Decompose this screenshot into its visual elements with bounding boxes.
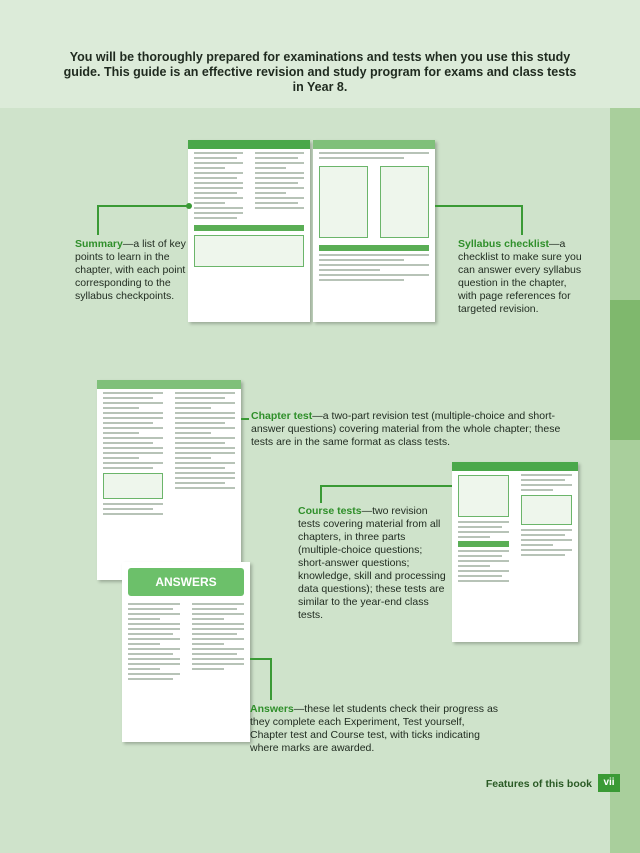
answers-callout bbox=[250, 703, 500, 755]
syllabus-desc: —a checklist to make sure you can answer every syllabus question in the chapter, with page references for targeted revision. bbox=[458, 238, 582, 315]
course-tests-connector-h bbox=[320, 485, 452, 487]
course-tests-desc: —two revision tests covering material from all chapters, in three parts (multiple-choice questions; short-answer questions; knowledge, skill and processing data questions); these tests are similar to the year-end class tests. bbox=[298, 505, 446, 621]
summary-callout bbox=[75, 238, 190, 303]
answers-thumbnail bbox=[122, 562, 250, 742]
course-tests-connector-v bbox=[320, 485, 322, 503]
course-tests-term: Course tests bbox=[298, 505, 362, 517]
syllabus-callout bbox=[458, 238, 588, 316]
syllabus-page-thumbnail bbox=[313, 140, 435, 322]
summary-connector-h bbox=[97, 205, 189, 207]
chapter-test-thumbnail bbox=[97, 380, 241, 580]
syllabus-term: Syllabus checklist bbox=[458, 238, 550, 250]
summary-connector-dot bbox=[186, 203, 192, 209]
chapter-test-header-bar bbox=[97, 380, 241, 389]
course-test-header-bar bbox=[452, 462, 578, 471]
summary-connector-v bbox=[97, 205, 99, 235]
syllabus-connector-h bbox=[435, 205, 523, 207]
summary-term: Summary bbox=[75, 238, 123, 250]
answers-badge: ANSWERS bbox=[128, 568, 244, 596]
answers-connector-h bbox=[250, 658, 272, 660]
intro-text: You will be thoroughly prepared for examinations and tests when you use this study guide. This guide is an effective revision and study program for exams and class tests in Year 8. bbox=[63, 50, 577, 94]
answers-term: Answers bbox=[250, 703, 294, 715]
answers-desc: —these let students check their progress as they complete each Experiment, Test yourself, Chapter test and Course test, with ticks indicating where marks are awarded. bbox=[250, 703, 499, 754]
course-test-thumbnail bbox=[452, 462, 578, 642]
syllabus-header-bar bbox=[313, 140, 435, 149]
answers-connector-v bbox=[270, 658, 272, 700]
right-edge-strip bbox=[610, 108, 640, 853]
summary-desc: —a list of key points to learn in the chapter, with each point corresponding to the syllabus checkpoints. bbox=[75, 238, 186, 302]
course-tests-callout bbox=[298, 505, 448, 622]
chapter-test-connector bbox=[241, 418, 249, 420]
chapter-test-term: Chapter test bbox=[251, 410, 313, 422]
syllabus-connector-v bbox=[521, 205, 523, 235]
chapter-test-callout bbox=[251, 410, 571, 449]
summary-header-bar bbox=[188, 140, 310, 149]
right-edge-tab bbox=[610, 300, 640, 440]
summary-page-thumbnail bbox=[188, 140, 310, 322]
footer-section-label: Features of this book bbox=[485, 778, 592, 790]
chapter-test-desc: —a two-part revision test (multiple-choice and short-answer questions) covering material from the whole chapter; these tests are in the same format as class tests. bbox=[251, 410, 561, 448]
page-number: vii bbox=[598, 774, 620, 792]
